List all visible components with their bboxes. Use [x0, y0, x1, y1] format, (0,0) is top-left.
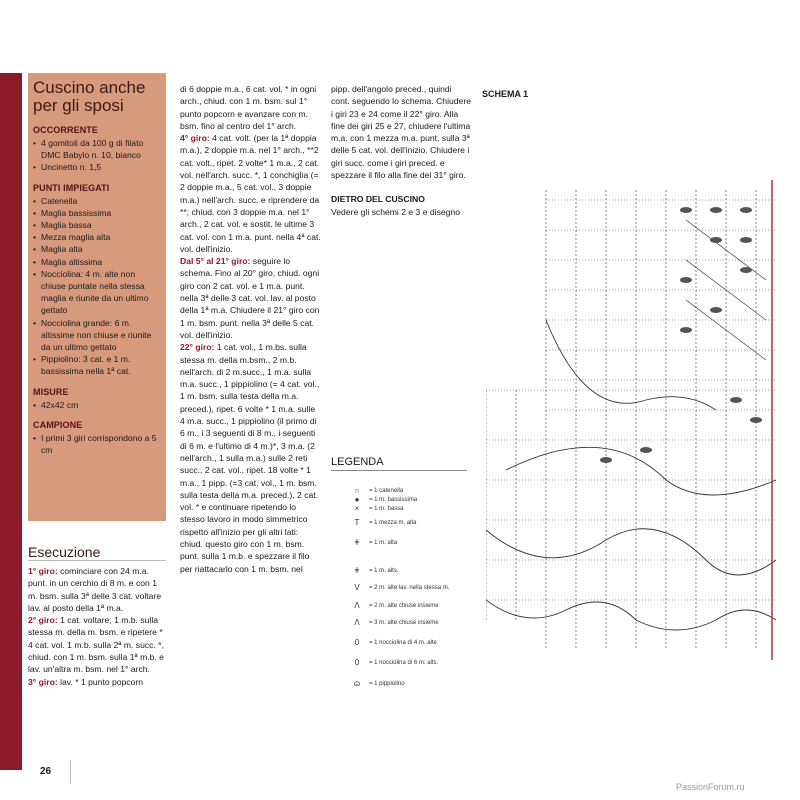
round-text: 1 cat. voltare, 1 m.b. sulla stessa m. della m. bsm. e ripetere * 4 cat. vol. 1 m.b. sulla 2ª m. succ. *, chiud. con 1 m. bsm. sulla 1ª m.b. e lav. un'altra m. bsm. nel 1° arch. — [28, 615, 164, 675]
misure-heading: MISURE — [33, 386, 69, 397]
list-item: • 42x42 cm — [33, 399, 160, 411]
legend-symbol-icon: ○ — [354, 486, 360, 495]
watermark: PassionForum.ru — [676, 782, 745, 792]
legend-item-label: = 1 m. alts. — [369, 568, 399, 574]
round-text: pipp. dell'angolo preced., quindi cont. seguendo lo schema. Chiudere i giri 23 e 24 come il 22° giro. Alla fine dei giri 25 e 27, chiudere l'ultima m.a. con 1 mezza m.a. punt, sulla 3ª delle 5 cat. vol. dell'inizio. Chiudere i giri succ. come i giri preced. e spezzare il filo alla fine del 31° giro. — [331, 84, 471, 181]
list-item: • Uncinetto n. 1,5 — [33, 161, 160, 173]
punti-heading: PUNTI IMPIEGATI — [33, 182, 110, 193]
legend-item-label: = 2 m. alte chiuse insieme — [369, 603, 439, 609]
text-column-2 — [180, 83, 322, 575]
legend-symbol-icon: ɷ — [353, 679, 361, 688]
legend-title: LEGENDA — [331, 456, 384, 468]
legend-item-label: = 1 m. bassa — [369, 506, 404, 512]
paragraph — [180, 255, 322, 341]
list-item: • Maglia bassissima — [33, 207, 160, 219]
round-text: seguire lo schema. Fino al 20° giro, chiud. ogni giro con 2 cat. vol. e 1 m.a. punt. nella 3ª delle 3 cat. vol. lav. al posto della 1ª m.a. Chiudere il 21° giro con 1 m. bsm. punt. nella 3ª delle 5 cat. vol. dell'inizio. — [180, 256, 320, 340]
divider — [70, 760, 71, 784]
divider — [28, 560, 166, 561]
legend-symbol-icon: Λ — [354, 601, 360, 610]
list-item: • Pippiolino: 3 cat. e 1 m. bassissima nella 1ª cat. — [33, 353, 160, 377]
list-item: • Nocciolina: 4 m. alte non chiuse puntate nella stessa maglia e riunite da un ultimo gettato — [33, 268, 160, 317]
info-box — [28, 73, 166, 521]
legend-item-label: = 3 m. alte chiuse insieme — [369, 620, 439, 626]
legend-item-label: = 1 nocciolina di 4 m. alte — [369, 640, 437, 646]
occorrente-list — [33, 137, 160, 174]
misure-list — [33, 399, 160, 411]
paragraph — [28, 565, 168, 614]
round-label: 4° giro: — [180, 133, 210, 144]
page-title: Cuscino anche per gli sposi — [33, 78, 146, 115]
paragraph — [180, 341, 322, 575]
dietro-heading: DIETRO DEL CUSCINO — [331, 194, 425, 205]
schema-label: SCHEMA 1 — [482, 89, 529, 99]
paragraph — [180, 83, 322, 132]
legend-symbol-icon: V — [354, 583, 360, 592]
campione-list — [33, 432, 160, 456]
list-item: • Mezza maglia alta — [33, 231, 160, 243]
legend-symbol-icon: × — [354, 504, 360, 513]
dietro-text: Vedere gli schemi 2 e 3 e disegno — [331, 206, 460, 217]
page-number: 26 — [40, 766, 52, 777]
legend-symbol-icon: T — [354, 518, 360, 527]
round-label: 22° giro: — [180, 342, 215, 353]
round-text: 1 cat. vol., 1 m.bs. sulla stessa m. della m.bsm., 2 m.b. nell'arch. di 2 m.succ., 1 m.a. sulla m.a. succ., 1 pippiolino (= 4 cat. vol., 1 m. bsm. sulla testa della m.a. preced.), ripet. 6 volte * 1 m.a. sulle 4 m.a. succ., 1 pippiolino (il primo di 6 m., i 3 seguenti di 8 m., i seguenti di 6 m. e l'ultimo di 4 m.)*, 3 m.a. (2 nell'arch., 1 sulla m.a.) sulle 2 reti succ., 2 cat. vol., ripet. 18 volte * 1 m.a., 1 pipp. (=3 cat. vol., 1 m. bsm. sulla testa della m.a. preced.), 2 cat. vol. * e continuare ripetendo lo stesso lavoro in modo simmetrico rispetto all'inizio per gli altri lati: chiud. questo giro con 1 m. bsm. punt. sulla 1 m.b. e spezzare il filo per riattacarlo con 1 m. bsm. nel — [180, 342, 320, 574]
round-text: cominciare con 24 m.a. punt. in un cerchio di 8 m. e con 1 m. bsm. sulla 3ª delle 3 cat. voltare lav. al posto della 1ª m.a. — [28, 566, 162, 613]
text-column-3 — [331, 83, 471, 218]
decorative-red-bar — [0, 73, 22, 770]
list-item: • 4 gomitoli da 100 g di filato DMC Babylo n. 10, bianco — [33, 137, 160, 161]
legend-symbol-icon: 0 — [354, 638, 360, 647]
occorrente-heading: OCCORRENTE — [33, 125, 99, 135]
list-item: • Maglia altissima — [33, 256, 160, 268]
legend-symbol-icon: ● — [354, 495, 360, 504]
legend-item-label: = 2 m. alte lav. nella stessa m. — [369, 585, 450, 591]
legend-item-label: = 1 m. alta — [369, 540, 398, 546]
legend-item-label: = 1 nocciolina di 6 m. alts. — [369, 660, 439, 666]
punti-list — [33, 195, 160, 378]
legend-item-label: = 1 mezza m. alta — [369, 520, 417, 526]
round-text: di 6 doppie m.a., 6 cat. vol. * in ogni arch., chiud. con 1 m. bsm. sul 1° punto popcorn e avanzare con m. bsm. fino al centro del 1° arch. — [180, 84, 317, 131]
legend-item-label: = 1 m. bassissima — [369, 497, 418, 503]
paragraph — [331, 83, 471, 181]
list-item: • Maglia bassa — [33, 219, 160, 231]
list-item: • Nocciolina grande: 6 m. altissime non chiuse e riunite da un ultimo gettato — [33, 317, 160, 354]
round-label: 3° giro: — [28, 676, 58, 687]
round-label: Dal 5° al 21° giro: — [180, 256, 251, 267]
paragraph — [180, 132, 322, 255]
list-item: • I primi 3 giri corrispondono a 5 cm — [33, 432, 160, 456]
legend-symbol-icon: ǂ — [354, 566, 360, 575]
divider — [331, 470, 467, 471]
round-text: 4 cat. volt. (per la 1ª doppia m.a.), 2 doppie m.a. nel 1° arch., **2 cat. volt., ripet. 2 volte* 1 m.a., 2 cat. vol. nell'arch. succ. *, 1 conchiglia (= 2 doppie m.a., 5 cat. vol., 3 doppie m.a.) nell'arch. succ. e riprendere da **; chiud. con 3 doppie m.a. nel 1° arch., 2 cat. vol. e sostit. le ultime 3 cat. vol. con 1 m.a. punt. nella 4ª cat. vol. dell'inizio. — [180, 133, 321, 254]
legend-item-label: = 1 pippiolino — [369, 681, 405, 687]
list-item: • Catenella — [33, 195, 160, 207]
esecuzione-heading: Esecuzione — [28, 544, 101, 560]
legend-symbol-icon: ǂ — [354, 538, 360, 547]
legend-symbol-icon: Λ — [354, 618, 360, 627]
list-item: • Maglia alta — [33, 243, 160, 255]
round-label: 2° giro: — [28, 615, 58, 626]
campione-heading: CAMPIONE — [33, 419, 83, 430]
crochet-chart-diagram — [486, 180, 782, 660]
round-text: lav. * 1 punto popcorn — [57, 676, 144, 687]
paragraph — [28, 676, 168, 688]
text-column-1 — [28, 565, 168, 688]
paragraph — [28, 614, 168, 675]
legend-item-label: = 1 catenella — [369, 488, 404, 494]
legend-symbol-icon: 0 — [354, 658, 360, 667]
round-label: 1° giro: — [28, 566, 58, 576]
